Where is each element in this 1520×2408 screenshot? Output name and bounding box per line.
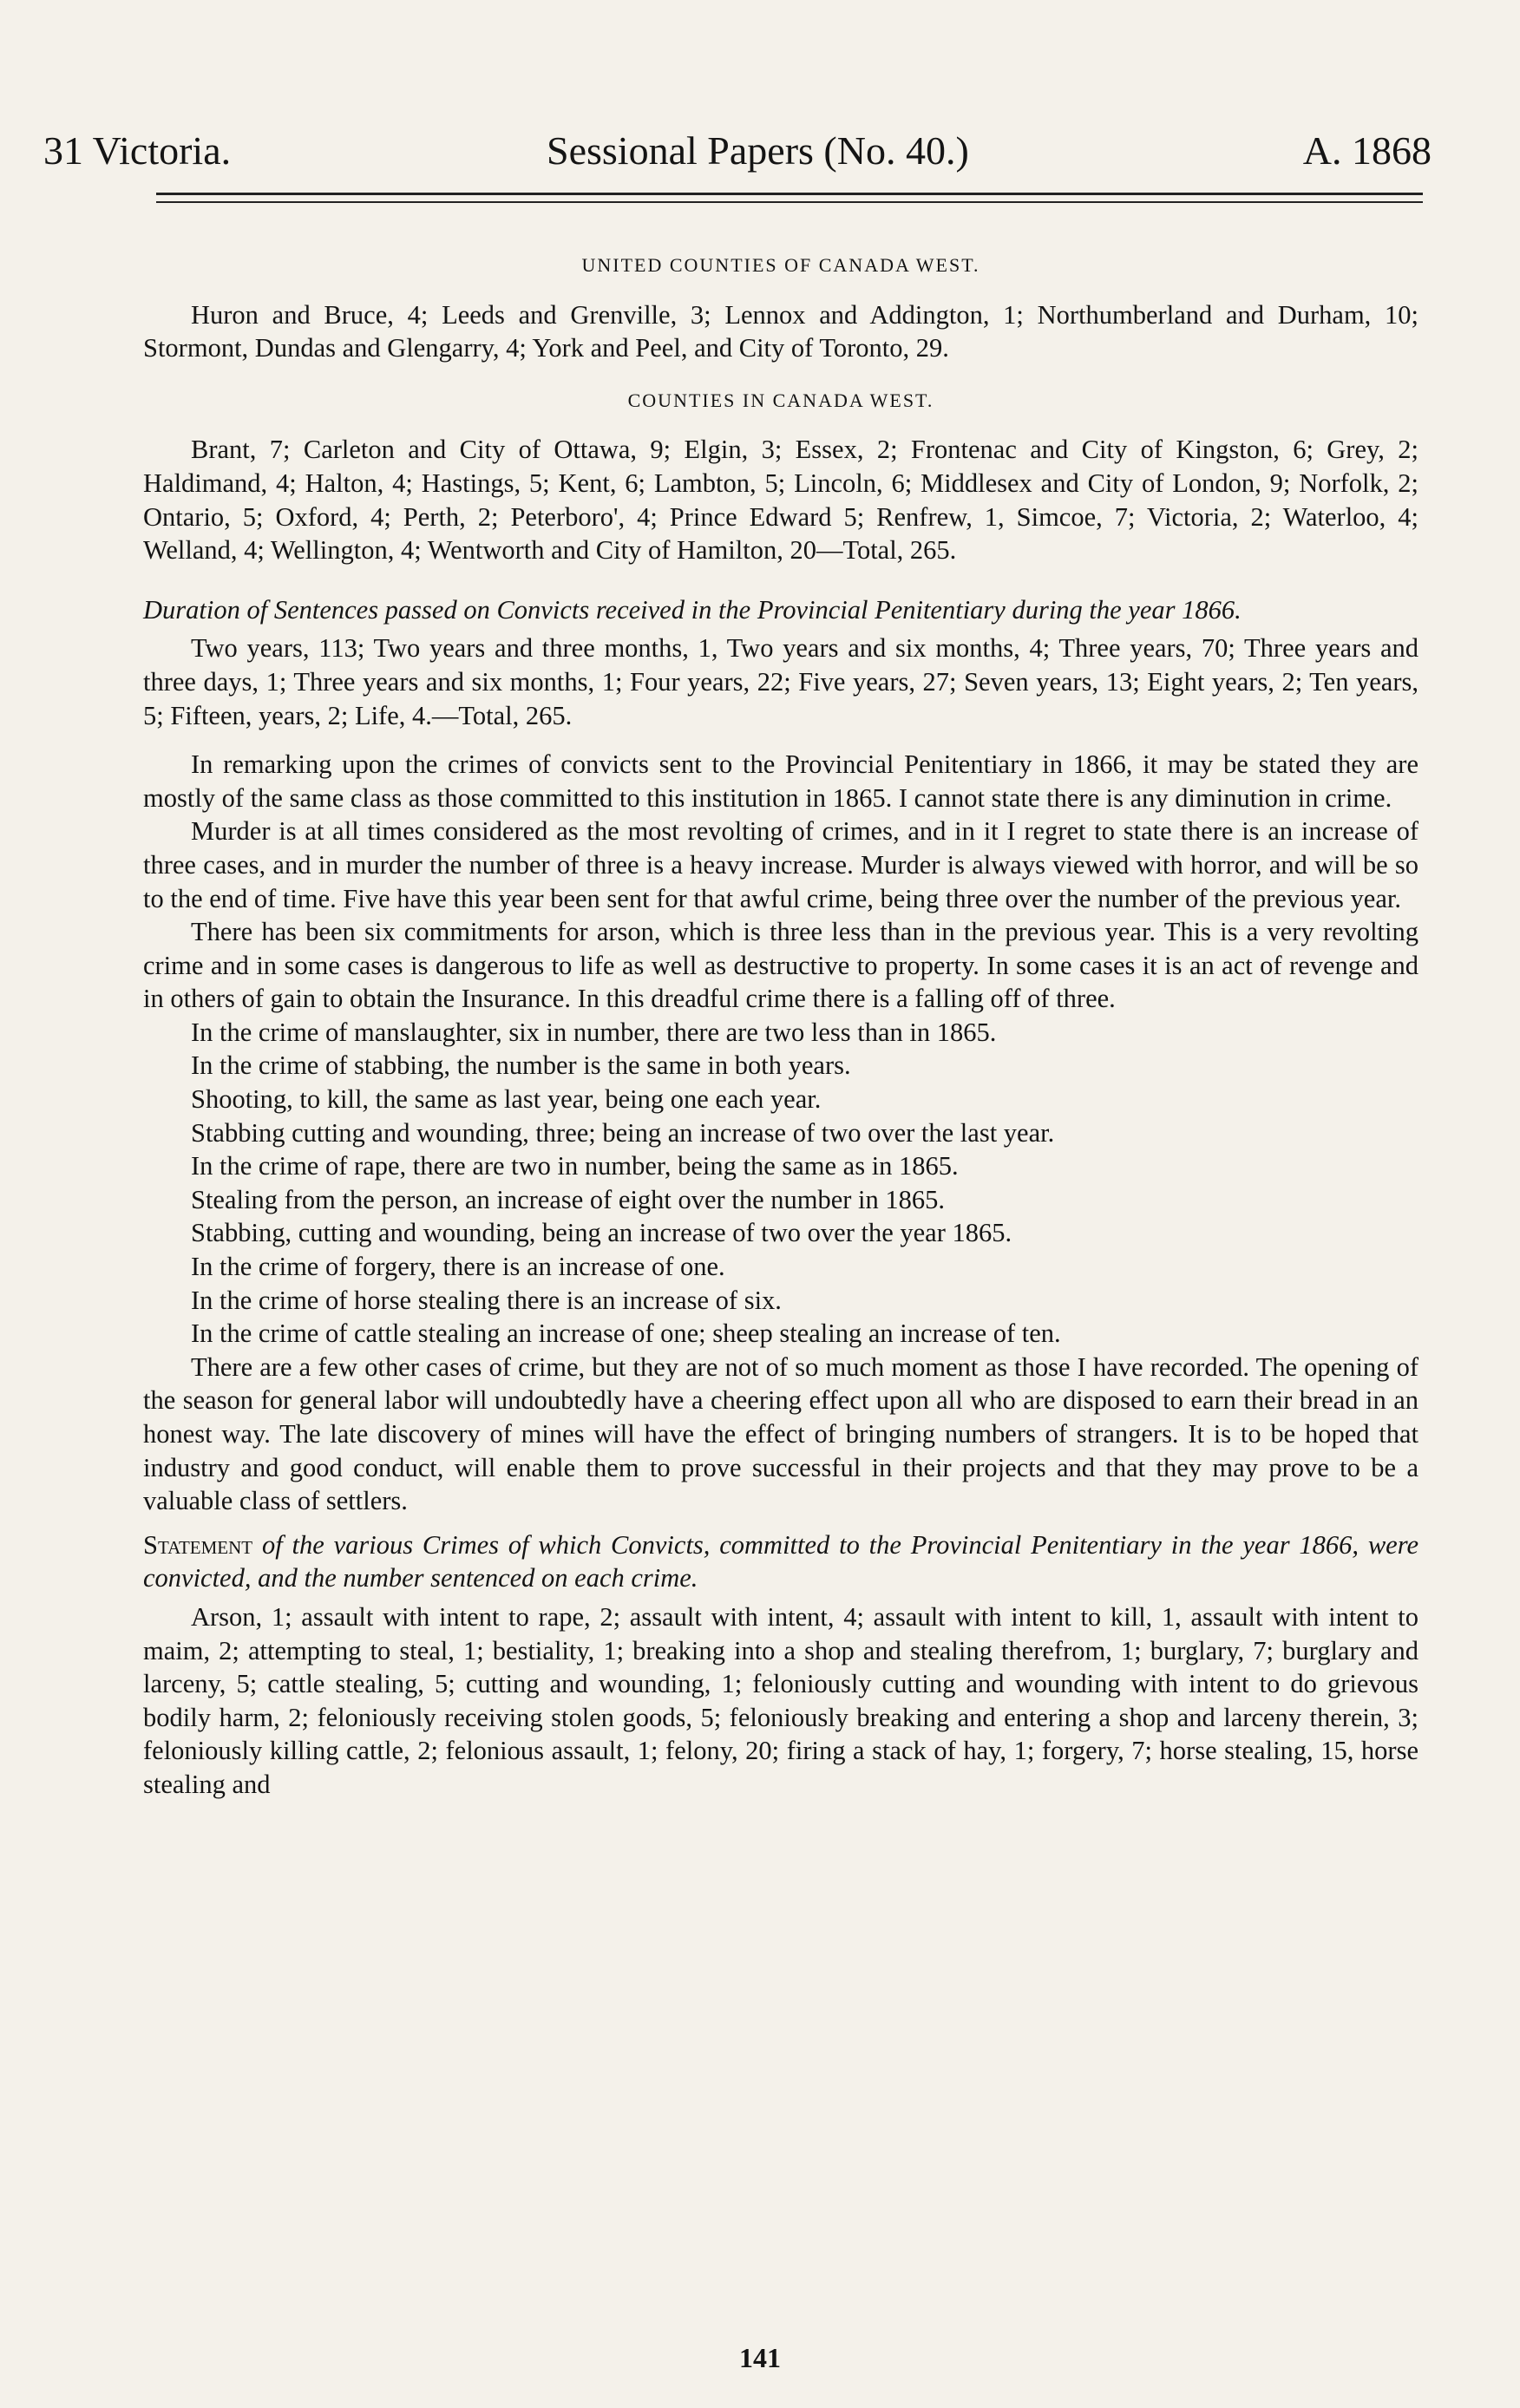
remark-paragraph: There are a few other cases of crime, but they are not of so much moment as those I have recorded. The opening of the season for general labor will undoubtedly have a cheering effect upon all who are disposed to earn their bread in an honest way. The late discovery of mines will have the effect of bringing numbers of strangers. It is to be hoped that industry and good conduct, will enable them to prove successful in their projects and that they may prove to be a valuable class of settlers. (143, 1351, 1418, 1516)
page-number: 141 (739, 2342, 781, 2373)
remark-paragraph: Stabbing cutting and wounding, three; being an increase of two over the last year. (191, 1117, 1055, 1148)
body-text (143, 230, 1418, 1802)
duration-heading: Duration of Sentences passed on Convicts received in the Provincial Penitentiary during the year 1866. (143, 594, 1242, 625)
remark-paragraph: Stabbing, cutting and wounding, being an increase of two over the year 1865. (191, 1218, 1012, 1248)
section-title-united-counties: UNITED COUNTIES OF CANADA WEST. (581, 254, 980, 276)
header-title: Sessional Papers (No. 40.) (547, 128, 969, 173)
header-rule (156, 193, 1423, 195)
counties-paragraph: Brant, 7; Carleton and City of Ottawa, 9; Elgin, 3; Essex, 2; Frontenac and City of Kingston, 6; Grey, 2; Haldimand, 4; Halton, 4; Hastings, 5; Kent, 6; Lambton, 5; Lincoln, 6; Middlesex and City of London, 9; Norfolk, 2; Ontario, 5; Oxford, 4; Perth, 2; Peterboro', 4; Prince Edward 5; Renfrew, 1, Simcoe, 7; Victoria, 2; Waterloo, 4; Welland, 4; Wellington, 4; Wentworth and City of Hamilton, 20—Total, 265. (143, 435, 1418, 566)
remark-paragraph: Murder is at all times considered as the most revolting of crimes, and in it I regret to state there is an increase of three cases, and in murder the number of three is a heavy increase. Murder is always viewed with horror, and will be so to the end of time. Five have this year been sent for that awful crime, being three over the number of the previous year. (143, 816, 1418, 913)
header-session: 31 Victoria. (43, 128, 232, 173)
section-title-counties: COUNTIES IN CANADA WEST. (627, 389, 934, 411)
remark-paragraph: In the crime of rape, there are two in number, being the same as in 1865. (191, 1151, 959, 1181)
statement-paragraph: Arson, 1; assault with intent to rape, 2; assault with intent, 4; assault with intent to kill, 1, assault with intent to maim, 2; attempting to steal, 1; bestiality, 1; breaking into a shop and stealing therefrom, 1; burglary, 7; burglary and larceny, 5; cattle stealing, 5; cutting and wounding, 1; feloniously cutting and wounding with intent to do grievous bodily harm, 2; feloniously receiving stolen goods, 5; feloniously breaking and entering a shop and larceny therein, 3; feloniously killing cattle, 2; felonious assault, 1; felony, 20; firing a stack of hay, 1; forgery, 7; horse stealing, 15, horse stealing and (143, 1601, 1418, 1799)
remark-paragraph: Stealing from the person, an increase of eight over the number in 1865. (191, 1184, 945, 1214)
remark-paragraph: In the crime of cattle stealing an increase of one; sheep stealing an increase of ten. (191, 1319, 1061, 1349)
statement-heading-rest: of the various Crimes of which Convicts, committed to the Provincial Penitentiary in the year 1866, were convicted, and the number sentenced on each crime. (143, 1529, 1418, 1593)
remark-paragraph: In the crime of horse stealing there is an increase of six. (191, 1285, 782, 1315)
remark-paragraph: In remarking upon the crimes of convicts sent to the Provincial Penitentiary in 1866, it may be stated they are mostly of the same class as those committed to this institution in 1865. I cannot state there is any diminution in crime. (143, 749, 1418, 813)
running-header (43, 120, 1432, 182)
remark-paragraph: In the crime of forgery, there is an increase of one. (191, 1252, 725, 1282)
remark-paragraph: There has been six commitments for arson, which is three less than in the previous year. This is a very revolting crime and in some cases is dangerous to life as well as destructive to property. In some cases it is an act of revenge and in others of gain to obtain the Insurance. In this dreadful crime there is a falling off of three. (143, 917, 1418, 1014)
statement-heading-caps: Statement (143, 1529, 253, 1560)
duration-paragraph: Two years, 113; Two years and three months, 1, Two years and six months, 4; Three years, 70; Three years and three days, 1; Three years and six months, 1; Four years, 22; Five years, 27; Seven years, 13; Eight years, 2; Ten years, 5; Fifteen, years, 2; Life, 4.—Total, 265. (143, 633, 1418, 730)
remark-paragraph: In the crime of manslaughter, six in number, there are two less than in 1865. (191, 1017, 997, 1047)
header-year: A. 1868 (1302, 128, 1432, 173)
header-rule-thin (156, 201, 1423, 203)
remark-paragraph: Shooting, to kill, the same as last year, being one each year. (191, 1084, 822, 1115)
statement-heading (143, 1528, 1418, 1595)
remark-paragraph: In the crime of stabbing, the number is the same in both years. (191, 1050, 851, 1081)
united-counties-paragraph: Huron and Bruce, 4; Leeds and Grenville, 3; Lennox and Addington, 1; Northumberland and Durham, 10; Stormont, Dundas and Glengarry, 4; York and Peel, and City of Toronto, 29. (143, 299, 1418, 363)
